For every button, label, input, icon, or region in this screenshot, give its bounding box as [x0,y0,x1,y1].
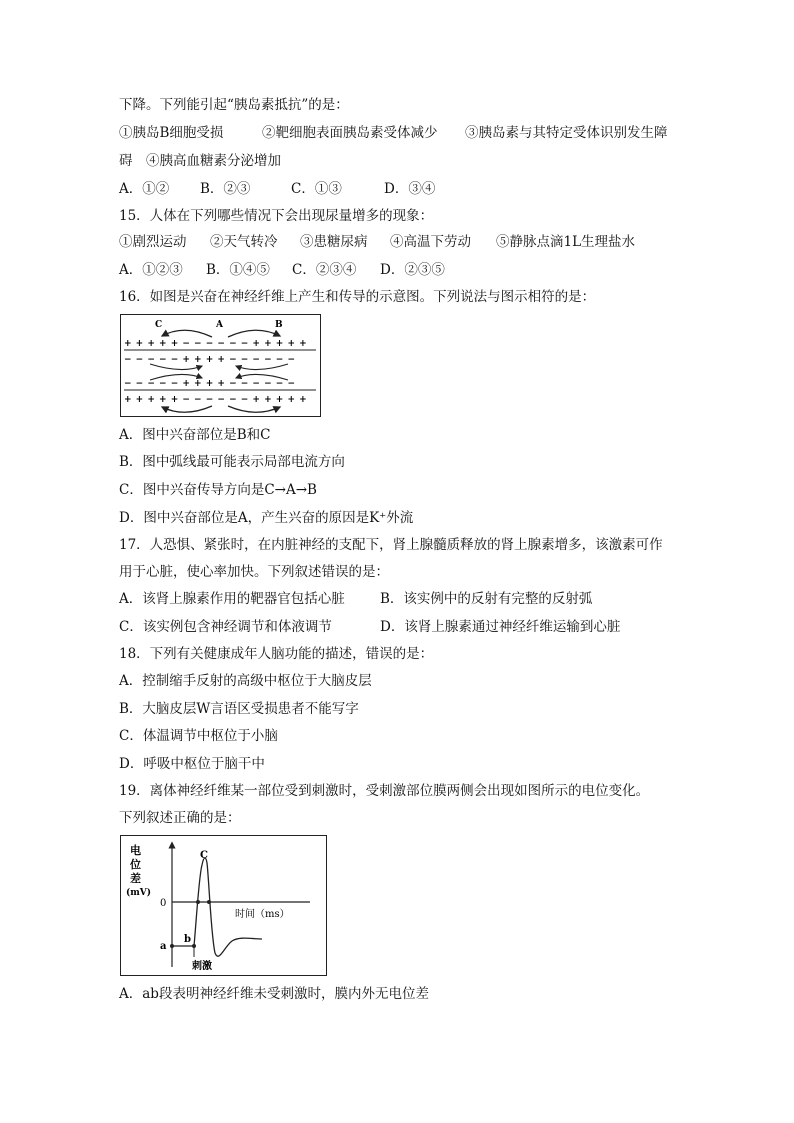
y-label-unit: (mV) [126,888,152,898]
membrane-charge-row-4: + + + + + − − − − − − + + + + + [124,395,308,405]
q18-stem: 18．下列有关健康成年人脑功能的描述，错误的是： [119,646,434,662]
label-c: C [155,320,163,330]
q18-option-d: D．呼吸中枢位于脑干中 [119,756,265,772]
point-b-label: b [184,934,191,945]
q16-option-a: A．图中兴奋部位是B和C [119,427,271,443]
q16-option-b: B．图中弧线最可能表示局部电流方向 [119,454,345,470]
falling-crossing-dot [207,900,211,904]
y-label-char-1: 电 [130,844,141,857]
membrane-charge-row-1: + + + + + − − − − − − + + + + + [124,339,308,349]
q14-option-a: A．①② [119,181,170,197]
membrane-charge-row-3: − − − − − + + + + − − − − − − [124,379,296,389]
q14-item-3: ③胰岛素与其特定受体识别发生障 [465,125,668,141]
q14-option-d: D．③④ [384,181,436,197]
membrane-charge-row-2: − − − − − + + + + − − − − − − [124,355,296,365]
q17-option-b: B．该实例中的反射有完整的反射弧 [380,591,593,607]
nerve-fiber-diagram [120,314,321,417]
stimulus-label: 刺激 [192,961,212,972]
q14-item-continued: 碍 ④胰高血糖素分泌增加 [119,153,281,169]
q15-stem: 15．人体在下列哪些情况下会出现尿量增多的现象： [119,208,434,224]
q17-option-a: A．该肾上腺素作用的靶器官包括心脏 [119,591,345,607]
q15-item-5: ⑤静脉点滴1L生理盐水 [496,234,636,250]
x-axis-label: 时间（ms） [235,909,290,920]
q18-option-b: B．大脑皮层W言语区受损患者不能写字 [119,701,359,717]
q14-stem-continued: 下降。下列能引起“胰岛素抵抗”的是： [119,97,349,113]
q19-option-a: A．ab段表明神经纤维未受刺激时，膜内外无电位差 [119,986,429,1002]
q19-stem-line-2: 下列叙述正确的是： [119,810,241,826]
q17-option-d: D．该肾上腺素通过神经纤维运输到心脏 [380,619,621,635]
point-a-label: a [160,941,167,952]
q14-option-c: C．①③ [291,181,342,197]
q15-item-4: ④高温下劳动 [390,234,471,250]
label-a: A [216,320,223,330]
q16-option-d: D．图中兴奋部位是A，产生兴奋的原因是K⁺外流 [119,510,414,526]
q16-stem: 16．如图是兴奋在神经纤维上产生和传导的示意图。下列说法与图示相符的是： [119,289,596,305]
q17-option-c: C．该实例包含神经调节和体液调节 [119,619,332,635]
point-a-dot [170,944,174,948]
q15-option-d: D．②③⑤ [380,262,445,278]
q18-option-c: C．体温调节中枢位于小脑 [119,728,278,744]
y-label-char-2: 位 [130,858,141,871]
q16-option-c: C．图中兴奋传导方向是C→A→B [119,482,317,498]
q14-item-2: ②靶细胞表面胰岛素受体减少 [262,125,438,141]
q15-option-a: A．①②③ [119,262,183,278]
y-label-char-3: 差 [130,872,141,885]
q15-item-1: ①剧烈运动 [119,234,187,250]
q17-stem-line-2: 用于心脏，使心率加快。下列叙述错误的是： [119,564,389,580]
point-b-dot [192,944,196,948]
q15-item-2: ②天气转冷 [210,234,278,250]
q14-option-b: B．②③ [200,181,251,197]
zero-label: 0 [160,898,167,909]
q15-option-c: C．②③④ [292,262,357,278]
q14-item-1: ①胰岛B细胞受损 [119,125,224,141]
membrane-potential-graph [120,835,327,976]
rising-crossing-dot [196,900,200,904]
q15-item-3: ③患糖尿病 [300,234,368,250]
graph-frame [121,836,327,976]
q17-stem-line-1: 17．人恐惧、紧张时，在内脏神经的支配下，肾上腺髓质释放的肾上腺素增多，该激素可作 [119,537,663,553]
label-b: B [275,320,283,330]
q18-option-a: A．控制缩手反射的高级中枢位于大脑皮层 [119,673,372,689]
point-c-label: C [200,850,208,861]
q15-option-b: B．①④⑤ [206,262,270,278]
q19-stem-line-1: 19．离体神经纤维某一部位受到刺激时，受刺激部位膜两侧会出现如图所示的电位变化。 [119,783,650,799]
